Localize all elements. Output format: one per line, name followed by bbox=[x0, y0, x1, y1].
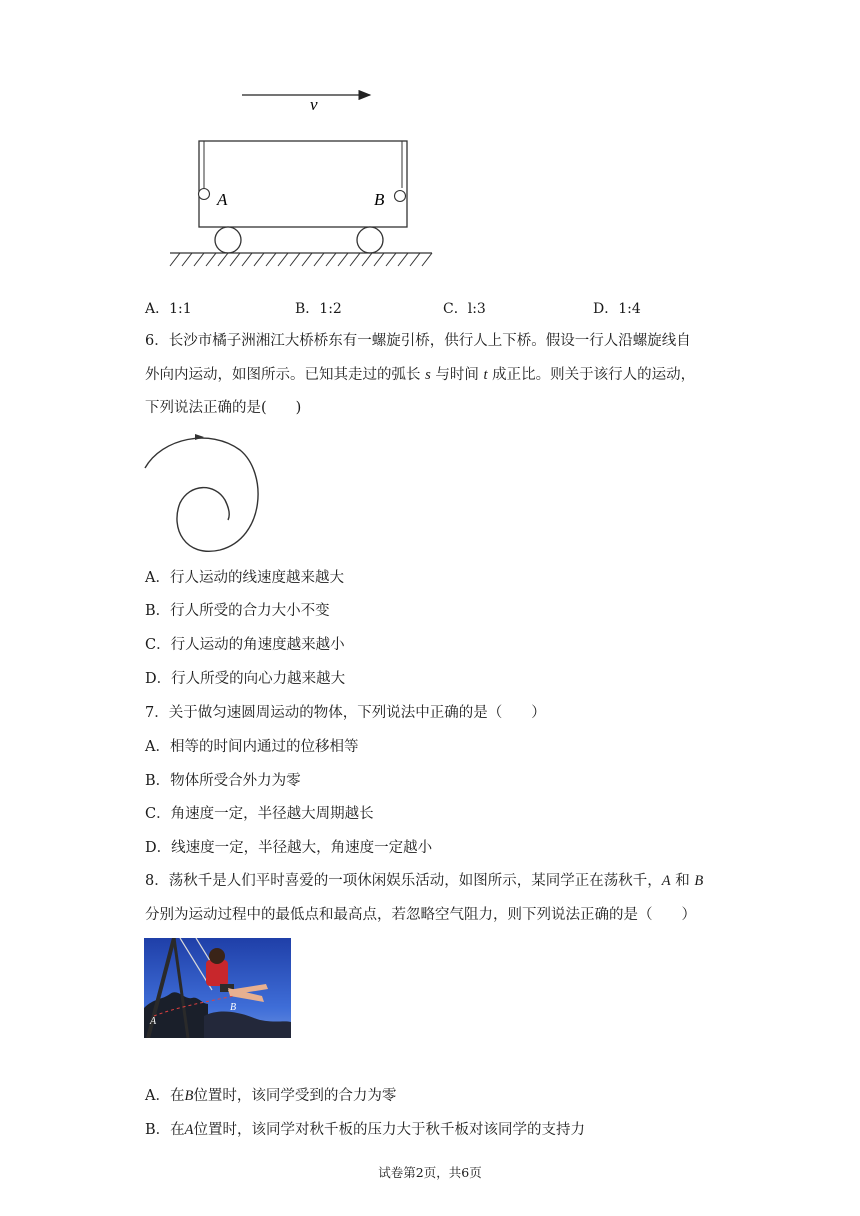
q6-stem-line2: 外向内运动，如图所示。已知其走过的弧长 s 与时间 t 成正比。则关于该行人的运动， bbox=[145, 367, 696, 383]
var-b: B bbox=[694, 873, 704, 889]
cart-figure bbox=[160, 80, 460, 280]
q8-option-b[interactable]: B．在A位置时，该同学对秋千板的压力大于秋千板对该同学的支持力 bbox=[145, 1122, 586, 1138]
q7-option-d[interactable]: D．线速度一定，半径越大，角速度一定越小 bbox=[145, 840, 433, 856]
q5-option-c[interactable]: C．l:3 bbox=[443, 301, 486, 317]
q6-stem-line1: 6．长沙市橘子洲湘江大桥桥东有一螺旋引桥，供行人上下桥。假设一行人沿螺旋线自 bbox=[145, 333, 691, 349]
pendulum-ball-a bbox=[199, 189, 210, 200]
page-footer: 试卷第2页，共6页 bbox=[378, 1165, 482, 1180]
q7-option-c[interactable]: C．角速度一定，半径越大周期越长 bbox=[145, 806, 374, 822]
label-a: A bbox=[217, 190, 228, 209]
pendulum-ball-b bbox=[395, 191, 406, 202]
photo-label-a: A bbox=[150, 1016, 157, 1027]
q7-stem: 7．关于做匀速圆周运动的物体，下列说法中正确的是（ ） bbox=[145, 705, 546, 721]
q8-stem-line1: 8．荡秋千是人们平时喜爱的一项休闲娱乐活动，如图所示，某同学正在荡秋千，A 和 B bbox=[145, 873, 704, 889]
q6-option-b[interactable]: B．行人所受的合力大小不变 bbox=[145, 603, 330, 619]
swing-photo bbox=[144, 938, 291, 1038]
q5-option-a[interactable]: A．1:1 bbox=[145, 301, 192, 317]
q7-option-a[interactable]: A．相等的时间内通过的位移相等 bbox=[145, 739, 359, 755]
q7-option-b[interactable]: B．物体所受合外力为零 bbox=[145, 773, 301, 789]
wheel-right bbox=[357, 227, 383, 253]
q6-option-c[interactable]: C．行人运动的角速度越来越小 bbox=[145, 637, 345, 653]
q8-stem-line2: 分别为运动过程中的最低点和最高点，若忽略空气阻力，则下列说法正确的是（ ） bbox=[145, 907, 696, 923]
spiral-arrow bbox=[195, 434, 204, 440]
q6-stem-line3: 下列说法正确的是( ) bbox=[145, 400, 302, 416]
q5-option-d[interactable]: D．1:4 bbox=[593, 301, 641, 317]
var-a: A bbox=[661, 873, 671, 889]
photo-label-b: B bbox=[230, 1002, 237, 1013]
q6-option-a[interactable]: A．行人运动的线速度越来越大 bbox=[145, 570, 344, 586]
q5-option-b[interactable]: B．1:2 bbox=[295, 301, 342, 317]
spiral-path bbox=[145, 438, 258, 551]
var-s: s bbox=[425, 367, 431, 383]
velocity-label: v bbox=[310, 95, 318, 114]
label-b: B bbox=[374, 190, 385, 209]
var-t: t bbox=[483, 367, 488, 383]
q6-option-d[interactable]: D．行人所受的向心力越来越大 bbox=[145, 671, 346, 687]
wheel-left bbox=[215, 227, 241, 253]
spiral-figure bbox=[140, 428, 270, 558]
cart-body bbox=[199, 141, 407, 227]
q8-option-a[interactable]: A．在B位置时，该同学受到的合力为零 bbox=[145, 1088, 397, 1104]
